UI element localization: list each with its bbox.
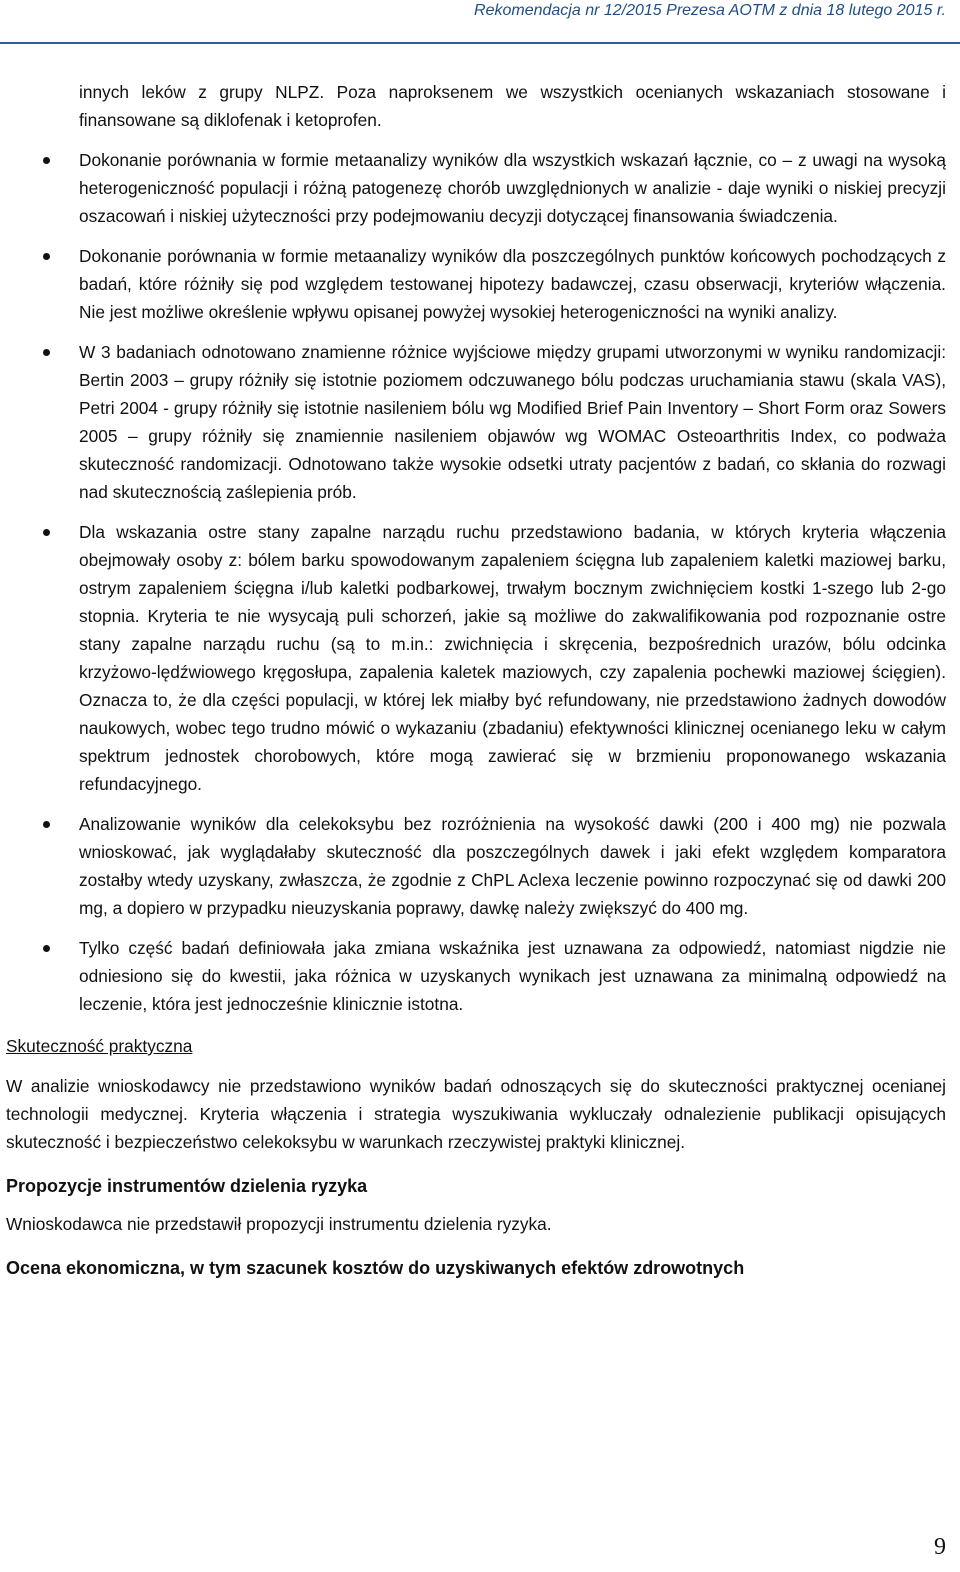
page-number: 9: [934, 1534, 946, 1560]
list-item: [6, 518, 946, 798]
bullet-icon: [43, 157, 50, 164]
bullet-list: [6, 78, 946, 1018]
bullet-icon: [43, 945, 50, 952]
list-item-text: Dokonanie porównania w formie metaanalizy wyników dla poszczególnych punktów końcowych pochodzących z badań, które różniły się pod względem testowanej hipotezy badawczej, czasu obserwacji, kryteriów włączenia. Nie jest możliwe określenie wpływu opisanej powyżej wysokiej heterogeniczności na wyniki analizy.: [79, 246, 946, 322]
list-item-text: Tylko część badań definiowała jaka zmiana wskaźnika jest uznawana za odpowiedź, natomiast nigdzie nie odniesiono się do kwestii, jaka różnica w uzyskanych wynikach jest uznawana za minimalną odpowiedź na leczenie, która jest jednocześnie klinicznie istotna.: [79, 938, 946, 1014]
practical-effectiveness-label: Skuteczność praktyczna: [6, 1036, 193, 1056]
list-item-text: Dla wskazania ostre stany zapalne narządu ruchu przedstawiono badania, w których kryteria włączenia obejmowały osoby z: bólem barku spowodowanym zapaleniem ścięgna lub zapaleniem kaletki maziowej barku, ostrym zapaleniem ścięgna i/lub kaletki podbarkowej, trwałym bocznym zwichnięciem kostki 1-szego lub 2-go stopnia. Kryteria te nie wysycają puli schorzeń, jakie są możliwe do zakwalifikowania pod rozpoznanie ostre stany zapalne narządu ruchu (są to m.in.: zwichnięcia i skręcenia, bezpośrednich urazów, bólu odcinka krzyżowo-lędźwiowego kręgosłupa, zapalenia kaletek maziowych, czy zapalenia pochewki maziowej ścięgien). Oznacza to, że dla części populacji, w której lek miałby być refundowany, nie przedstawiono żadnych dowodów naukowych, wobec tego trudno mówić o wykazaniu (zbadaniu) efektywności klinicznej ocenianego leku w całym spektrum jednostek chorobowych, które mogą zawierać się w brzmieniu proponowanego wskazania refundacyjnego.: [79, 522, 946, 794]
list-item: [6, 146, 946, 230]
list-item: [6, 78, 946, 134]
list-item-text: W 3 badaniach odnotowano znamienne różnice wyjściowe między grupami utworzonymi w wyniku randomizacji: Bertin 2003 – grupy różniły się istotnie poziomem odczuwanego bólu podczas uruchamiania stawu (skala VAS), Petri 2004 - grupy różniły się istotnie nasileniem bólu wg Modified Brief Pain Inventory – Short Form oraz Sowers 2005 – grupy różniły się znamiennie nasileniem objawów wg WOMAC Osteoarthritis Index, co podważa skuteczność randomizacji. Odnotowano także wysokie odsetki utraty pacjentów z badań, co skłania do rozwagi nad skutecznością zaślepienia prób.: [79, 342, 946, 502]
page-header: [0, 0, 960, 44]
list-item: [6, 810, 946, 922]
bullet-icon: [43, 253, 50, 260]
economic-evaluation-heading: Ocena ekonomiczna, w tym szacunek kosztów do uzyskiwanych efektów zdrowotnych: [6, 1258, 745, 1278]
list-item-text: Dokonanie porównania w formie metaanalizy wyników dla wszystkich wskazań łącznie, co – z uwagi na wysoką heterogeniczność populacji i różną patogenezę chorób uwzględnionych w analizie - daje wyniki o niskiej precyzji oszacowań i niskiej użyteczności przy podejmowaniu decyzji dotyczącej finansowania świadczenia.: [79, 150, 946, 226]
list-item: [6, 242, 946, 326]
practical-effectiveness-text: W analizie wnioskodawcy nie przedstawiono wyników badań odnoszących się do skuteczności praktycznej ocenianej technologii medycznej. Kryteria włączenia i strategia wyszukiwania wykluczały odnalezienie publikacji opisujących skuteczność i bezpieczeństwo celekoksybu w warunkach rzeczywistej praktyki klinicznej.: [6, 1076, 946, 1152]
risk-sharing-text: Wnioskodawca nie przedstawił propozycji instrumentu dzielenia ryzyka.: [6, 1214, 552, 1234]
document-body: [6, 78, 946, 1292]
header-title: Rekomendacja nr 12/2015 Prezesa AOTM z dnia 18 lutego 2015 r.: [474, 2, 946, 19]
bullet-icon: [43, 821, 50, 828]
list-item-text: Analizowanie wyników dla celekoksybu bez rozróżnienia na wysokość dawki (200 i 400 mg) nie pozwala wnioskować, jak wyglądałaby skuteczność dla poszczególnych dawek i jaki efekt względem komparatora zostałby wtedy uzyskany, zwłaszcza, że zgodnie z ChPL Aclexa leczenie powinno rozpoczynać się od dawki 200 mg, a dopiero w przypadku nieuzyskania poprawy, dawkę należy zwiększyć do 400 mg.: [79, 814, 946, 918]
bullet-icon: [43, 529, 50, 536]
risk-sharing-heading: Propozycje instrumentów dzielenia ryzyka: [6, 1176, 368, 1196]
list-item: [6, 934, 946, 1018]
list-item: [6, 338, 946, 506]
bullet-icon: [43, 349, 50, 356]
list-item-text: innych leków z grupy NLPZ. Poza naproksenem we wszystkich ocenianych wskazaniach stosowane i finansowane są diklofenak i ketoprofen.: [79, 82, 946, 130]
